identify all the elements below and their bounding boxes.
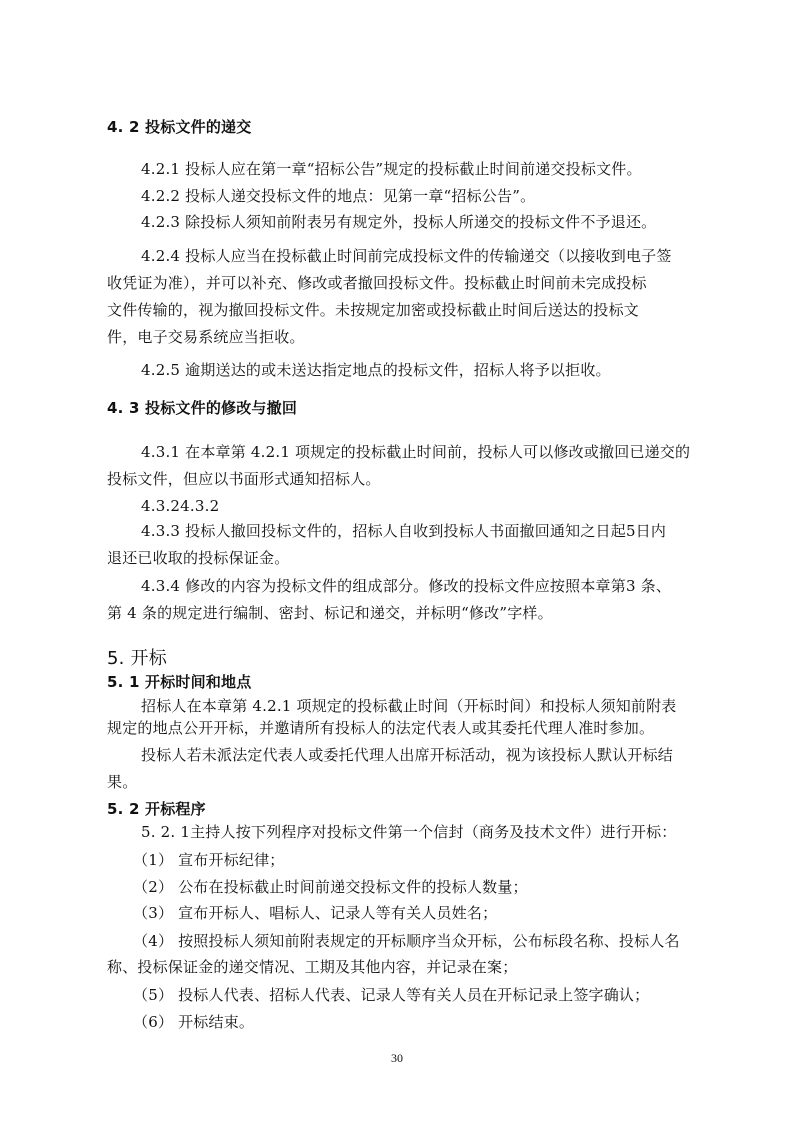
section-heading-5: 5. 开标 — [107, 648, 167, 669]
paragraph-5-1-p2-line2: 果。 — [107, 773, 138, 791]
list-item-6: （6） 开标结束。 — [133, 1013, 255, 1031]
paragraph-4-2-4-line1: 4.2.4 投标人应当在投标截止时间前完成投标文件的传输递交（以接收到电子签 — [141, 247, 672, 265]
list-item-4-line1: （4） 按照投标人须知前附表规定的开标顺序当众开标，公布标段名称、投标人名 — [133, 932, 680, 950]
paragraph-4-3-2: 4.3.24.3.2 — [141, 497, 220, 515]
paragraph-4-3-3-line2: 退还已收取的投标保证金。 — [107, 549, 290, 567]
list-item-5: （5） 投标人代表、招标人代表、记录人等有关人员在开标记录上签字确认； — [133, 986, 650, 1004]
paragraph-5-1-p1-line2: 规定的地点公开开标，并邀请所有投标人的法定代表人或其委托代理人准时参加。 — [107, 719, 655, 737]
paragraph-4-2-4-line2: 收凭证为准），并可以补充、修改或者撤回投标文件。投标截止时间前未完成投标 — [107, 274, 647, 292]
paragraph-4-2-2: 4.2.2 投标人递交投标文件的地点：见第一章“招标公告”。 — [141, 187, 536, 205]
section-heading-4-3: 4. 3 投标文件的修改与撤回 — [107, 399, 298, 417]
list-item-3: （3） 宣布开标人、唱标人、记录人等有关人员姓名； — [133, 904, 498, 922]
paragraph-5-2-1: 5. 2. 1主持人按下列程序对投标文件第一个信封（商务及技术文件）进行开标： — [141, 823, 677, 841]
list-item-1: （1） 宣布开标纪律； — [133, 851, 285, 869]
page-number: 30 — [391, 1051, 403, 1065]
paragraph-4-3-1-line2: 投标文件，但应以书面形式通知招标人。 — [107, 470, 381, 488]
list-item-4-line2: 称、投标保证金的递交情况、工期及其他内容，并记录在案； — [107, 958, 518, 976]
paragraph-4-3-4-line1: 4.3.4 修改的内容为投标文件的组成部分。修改的投标文件应按照本章第3 条、 — [141, 577, 672, 595]
section-heading-5-1: 5. 1 开标时间和地点 — [107, 673, 252, 691]
paragraph-4-2-1: 4.2.1 投标人应在第一章“招标公告”规定的投标截止时间前递交投标文件。 — [141, 160, 642, 178]
list-item-2: （2） 公布在投标截止时间前递交投标文件的投标人数量； — [133, 878, 528, 896]
section-heading-4-2: 4. 2 投标文件的递交 — [107, 118, 252, 136]
section-heading-5-2: 5. 2 开标程序 — [107, 800, 206, 818]
paragraph-4-2-4-line3: 文件传输的，视为撤回投标文件。未按规定加密或投标截止时间后送达的投标文 — [107, 301, 640, 319]
paragraph-4-2-3: 4.2.3 除投标人须知前附表另有规定外，投标人所递交的投标文件不予退还。 — [141, 213, 657, 231]
paragraph-4-2-5: 4.2.5 逾期送达的或未送达指定地点的投标文件，招标人将予以拒收。 — [141, 361, 611, 379]
paragraph-4-2-4-line4: 件，电子交易系统应当拒收。 — [107, 328, 305, 346]
paragraph-5-1-p1-line1: 招标人在本章第 4.2.1 项规定的投标截止时间（开标时间）和投标人须知前附表 — [141, 697, 677, 715]
paragraph-5-1-p2-line1: 投标人若未派法定代表人或委托代理人出席开标活动，视为该投标人默认开标结 — [141, 746, 674, 764]
paragraph-4-3-4-line2: 第 4 条的规定进行编制、密封、标记和递交，并标明“修改”字样。 — [107, 604, 553, 622]
paragraph-4-3-3-line1: 4.3.3 投标人撤回投标文件的，招标人自收到投标人书面撤回通知之日起5日内 — [141, 522, 667, 540]
paragraph-4-3-1-line1: 4.3.1 在本章第 4.2.1 项规定的投标截止时间前，投标人可以修改或撤回已递交的 — [141, 443, 691, 461]
